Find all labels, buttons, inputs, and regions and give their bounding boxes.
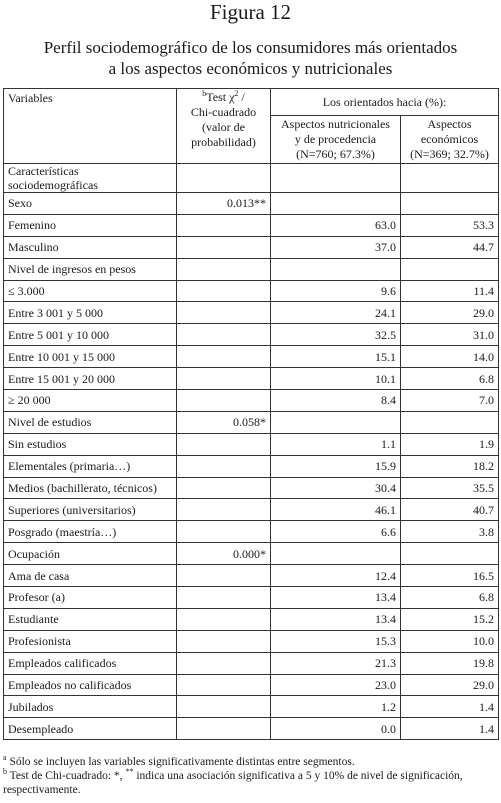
header-economic-line1: Aspectos [427,117,472,131]
table-row [4,499,499,521]
cell-nutritional [271,258,401,280]
header-chi-square-test [177,89,271,164]
table-row [4,477,499,499]
cell-nutritional: 15.3 [271,630,401,652]
cell-nutritional [271,164,401,193]
cell-test [177,433,271,455]
header-test-line2: Chi-cuadrado [190,105,257,119]
cell-nutritional: 9.6 [271,280,401,302]
cell-economic: 19.8 [401,652,499,674]
table-row [4,193,499,215]
cell-economic: 44.7 [401,236,499,258]
cell-nutritional: 0.0 [271,718,401,740]
cell-test [177,258,271,280]
row-label: Jubilados [4,696,177,718]
row-label: Entre 3 001 y 5 000 [4,302,177,324]
table-row [4,164,499,193]
cell-test: 0.013** [177,193,271,215]
row-label: Elementales (primaria…) [4,455,177,477]
footnote-b-sup: ** [125,767,134,777]
cell-test [177,236,271,258]
header-test-slash: / [238,90,245,104]
header-economic-line2: económicos [420,132,479,146]
cell-economic: 11.4 [401,280,499,302]
cell-test [177,302,271,324]
cell-test [177,390,271,412]
table-row [4,543,499,565]
table-row [4,696,499,718]
row-label: Sin estudios [4,433,177,455]
table-row [4,674,499,696]
cell-economic: 14.0 [401,346,499,368]
header-nutritional [271,116,401,164]
section-line-1: Características [8,164,79,178]
cell-test [177,521,271,543]
row-label [4,164,177,193]
cell-economic [401,164,499,193]
cell-economic [401,543,499,565]
cell-nutritional: 63.0 [271,214,401,236]
row-label: Superiores (universitarios) [4,499,177,521]
cell-test [177,696,271,718]
row-label: Masculino [4,236,177,258]
header-oriented-group: Los orientados hacia (%): [271,89,499,116]
cell-nutritional: 8.4 [271,390,401,412]
header-nutritional-line3: (N=760; 67.3%) [296,147,375,161]
cell-economic: 29.0 [401,674,499,696]
row-label: Posgrado (maestría…) [4,521,177,543]
cell-test [177,280,271,302]
table-row [4,258,499,280]
cell-nutritional: 6.6 [271,521,401,543]
caption-line-1: Perfil sociodemográfico de los consumidores más orientados [43,38,458,57]
row-label: Entre 5 001 y 10 000 [4,324,177,346]
cell-test [177,565,271,587]
footnote-b-mark: b [3,767,7,777]
cell-test [177,477,271,499]
cell-test [177,368,271,390]
row-label: Empleados no calificados [4,674,177,696]
cell-economic: 6.8 [401,587,499,609]
header-economic-line3: (N=369; 32.7%) [410,147,489,161]
cell-economic [401,193,499,215]
row-label: Profesionista [4,630,177,652]
cell-nutritional [271,411,401,433]
cell-test [177,164,271,193]
cell-economic: 1.4 [401,696,499,718]
footnote-a-text: Sólo se incluyen las variables significativamente distintas entre segmentos. [6,756,355,768]
header-nutritional-line1: Aspectos nutricionales [281,117,390,131]
cell-test [177,674,271,696]
row-label: Medios (bachillerato, técnicos) [4,477,177,499]
cell-economic: 3.8 [401,521,499,543]
table-row [4,324,499,346]
cell-economic: 16.5 [401,565,499,587]
cell-test: 0.000* [177,543,271,565]
row-label: Entre 15 001 y 20 000 [4,368,177,390]
row-label: ≥ 20 000 [4,390,177,412]
table-row [4,433,499,455]
cell-nutritional: 13.4 [271,608,401,630]
table-row [4,411,499,433]
cell-nutritional: 1.1 [271,433,401,455]
cell-nutritional: 10.1 [271,368,401,390]
table-row [4,368,499,390]
cell-test [177,630,271,652]
table-caption [0,37,501,79]
cell-nutritional: 13.4 [271,587,401,609]
caption-line-2: a los aspectos económicos y nutricionales [108,59,393,78]
cell-economic: 1.4 [401,718,499,740]
header-test-line4: probabilidad) [191,135,256,149]
cell-economic: 1.9 [401,433,499,455]
cell-test [177,718,271,740]
table-row [4,718,499,740]
cell-test: 0.058* [177,411,271,433]
cell-economic: 53.3 [401,214,499,236]
row-label: Nivel de ingresos en pesos [4,258,177,280]
cell-economic: 31.0 [401,324,499,346]
row-label: ≤ 3.000 [4,280,177,302]
header-test-label: Test χ [206,90,235,104]
row-label: Femenino [4,214,177,236]
table-row [4,346,499,368]
footnote-b-post: indica una asociación significativa a 5 y 10% de nivel de significación, respectivamente. [3,770,463,796]
footnote-a [3,755,499,769]
footnotes [3,755,499,797]
row-label: Ocupación [4,543,177,565]
header-nutritional-line2: y de procedencia [294,132,377,146]
cell-test [177,608,271,630]
cell-nutritional: 23.0 [271,674,401,696]
table-row [4,390,499,412]
cell-nutritional: 12.4 [271,565,401,587]
row-label: Profesor (a) [4,587,177,609]
cell-economic: 6.8 [401,368,499,390]
table-row [4,455,499,477]
cell-nutritional: 1.2 [271,696,401,718]
cell-nutritional: 46.1 [271,499,401,521]
table-row [4,652,499,674]
header-test-square: 2 [234,89,239,98]
row-label: Sexo [4,193,177,215]
table-row [4,302,499,324]
cell-test [177,499,271,521]
cell-nutritional: 15.9 [271,455,401,477]
cell-economic: 40.7 [401,499,499,521]
footnote-a-mark: a [3,753,7,763]
table-row [4,521,499,543]
sociodemographic-table [3,88,499,740]
table-row [4,608,499,630]
cell-test [177,455,271,477]
cell-nutritional: 32.5 [271,324,401,346]
cell-economic: 35.5 [401,477,499,499]
row-label: Ama de casa [4,565,177,587]
cell-test [177,652,271,674]
figure-title: Figura 12 [209,0,292,24]
cell-nutritional [271,193,401,215]
cell-economic: 29.0 [401,302,499,324]
cell-test [177,214,271,236]
cell-test [177,324,271,346]
table-row [4,565,499,587]
header-test-line3: (valor de [202,120,245,134]
table-row [4,236,499,258]
cell-test [177,587,271,609]
cell-economic: 7.0 [401,390,499,412]
cell-nutritional: 15.1 [271,346,401,368]
header-economic [401,116,499,164]
cell-economic [401,411,499,433]
cell-economic: 18.2 [401,455,499,477]
footnote-b-pre: Test de Chi-cuadrado: *, [7,770,126,782]
row-label: Nivel de estudios [4,411,177,433]
cell-nutritional: 21.3 [271,652,401,674]
table-row [4,630,499,652]
table-row [4,587,499,609]
footnote-b-marker: b [202,89,207,98]
row-label: Empleados calificados [4,652,177,674]
row-label: Estudiante [4,608,177,630]
row-label: Entre 10 001 y 15 000 [4,346,177,368]
header-variables: Variables [4,89,177,164]
cell-economic: 10.0 [401,630,499,652]
cell-nutritional: 37.0 [271,236,401,258]
footnote-b [3,769,499,797]
row-label: Desempleado [4,718,177,740]
cell-nutritional [271,543,401,565]
section-line-2: sociodemográficas [8,178,98,192]
table-row [4,214,499,236]
cell-nutritional: 24.1 [271,302,401,324]
cell-nutritional: 30.4 [271,477,401,499]
cell-economic [401,258,499,280]
table-row [4,280,499,302]
cell-test [177,346,271,368]
cell-economic: 15.2 [401,608,499,630]
